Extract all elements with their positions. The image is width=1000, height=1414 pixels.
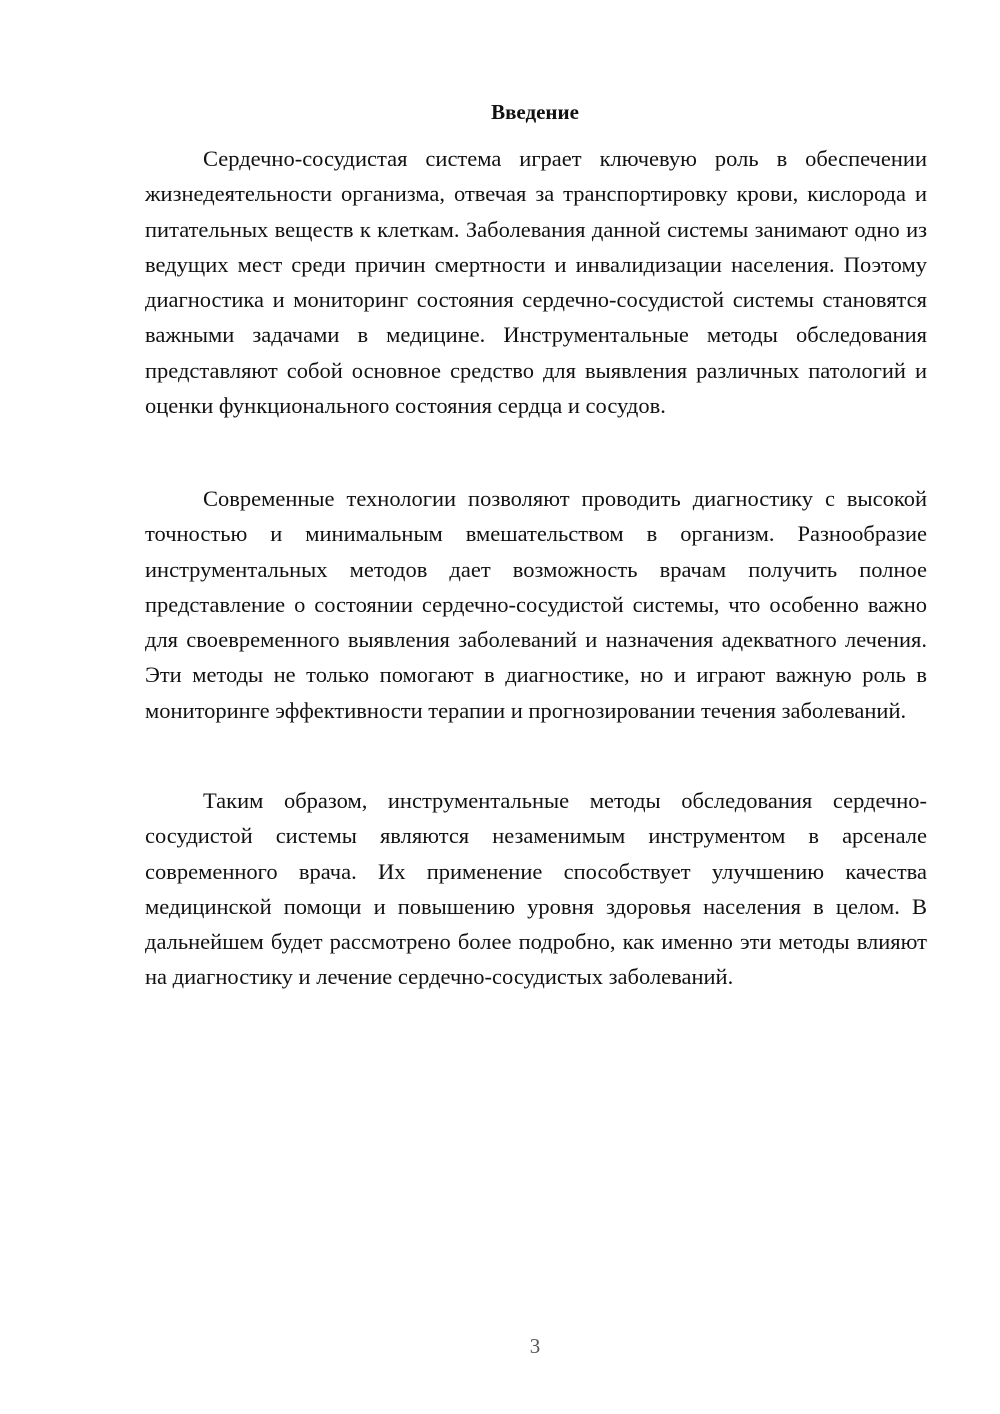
paragraph-3: Таким образом, инструментальные методы обследования сердечно-сосудистой системы являются незаменимым инструментом в арсенале современного врача. Их применение способствует улучшению качества медицинской помощи и повышению уровня здоровья населения в целом. В дальнейшем будет рассмотрено более подробно, как именно эти методы влияют на диагностику и лечение сердечно-сосудистых заболеваний. (145, 788, 927, 990)
paragraph-2: Современные технологии позволяют проводить диагностику с высокой точностью и минимальным вмешательством в организм. Разнообразие инструментальных методов дает возможность врачам получить полное представление о состоянии сердечно-сосудистой системы, что особенно важно для своевременного выявления заболеваний и назначения адекватного лечения. Эти методы не только помогают в диагностике, но и играют важную роль в мониторинге эффективности терапии и прогнозировании течения заболеваний. (145, 486, 927, 723)
page-number: 3 (529, 1334, 541, 1358)
paragraph-1: Сердечно-сосудистая система играет ключевую роль в обеспечении жизнедеятельности организма, отвечая за транспортировку крови, кислорода и питательных веществ к клеткам. Заболевания данной системы занимают одно из ведущих мест среди причин смертности и инвалидизации населения. Поэтому диагностика и мониторинг состояния сердечно-сосудистой системы становятся важными задачами в медицине. Инструментальные методы обследования представляют собой основное средство для выявления различных патологий и оценки функционального состояния сердца и сосудов. (145, 146, 927, 419)
section-heading: Введение (491, 100, 579, 124)
